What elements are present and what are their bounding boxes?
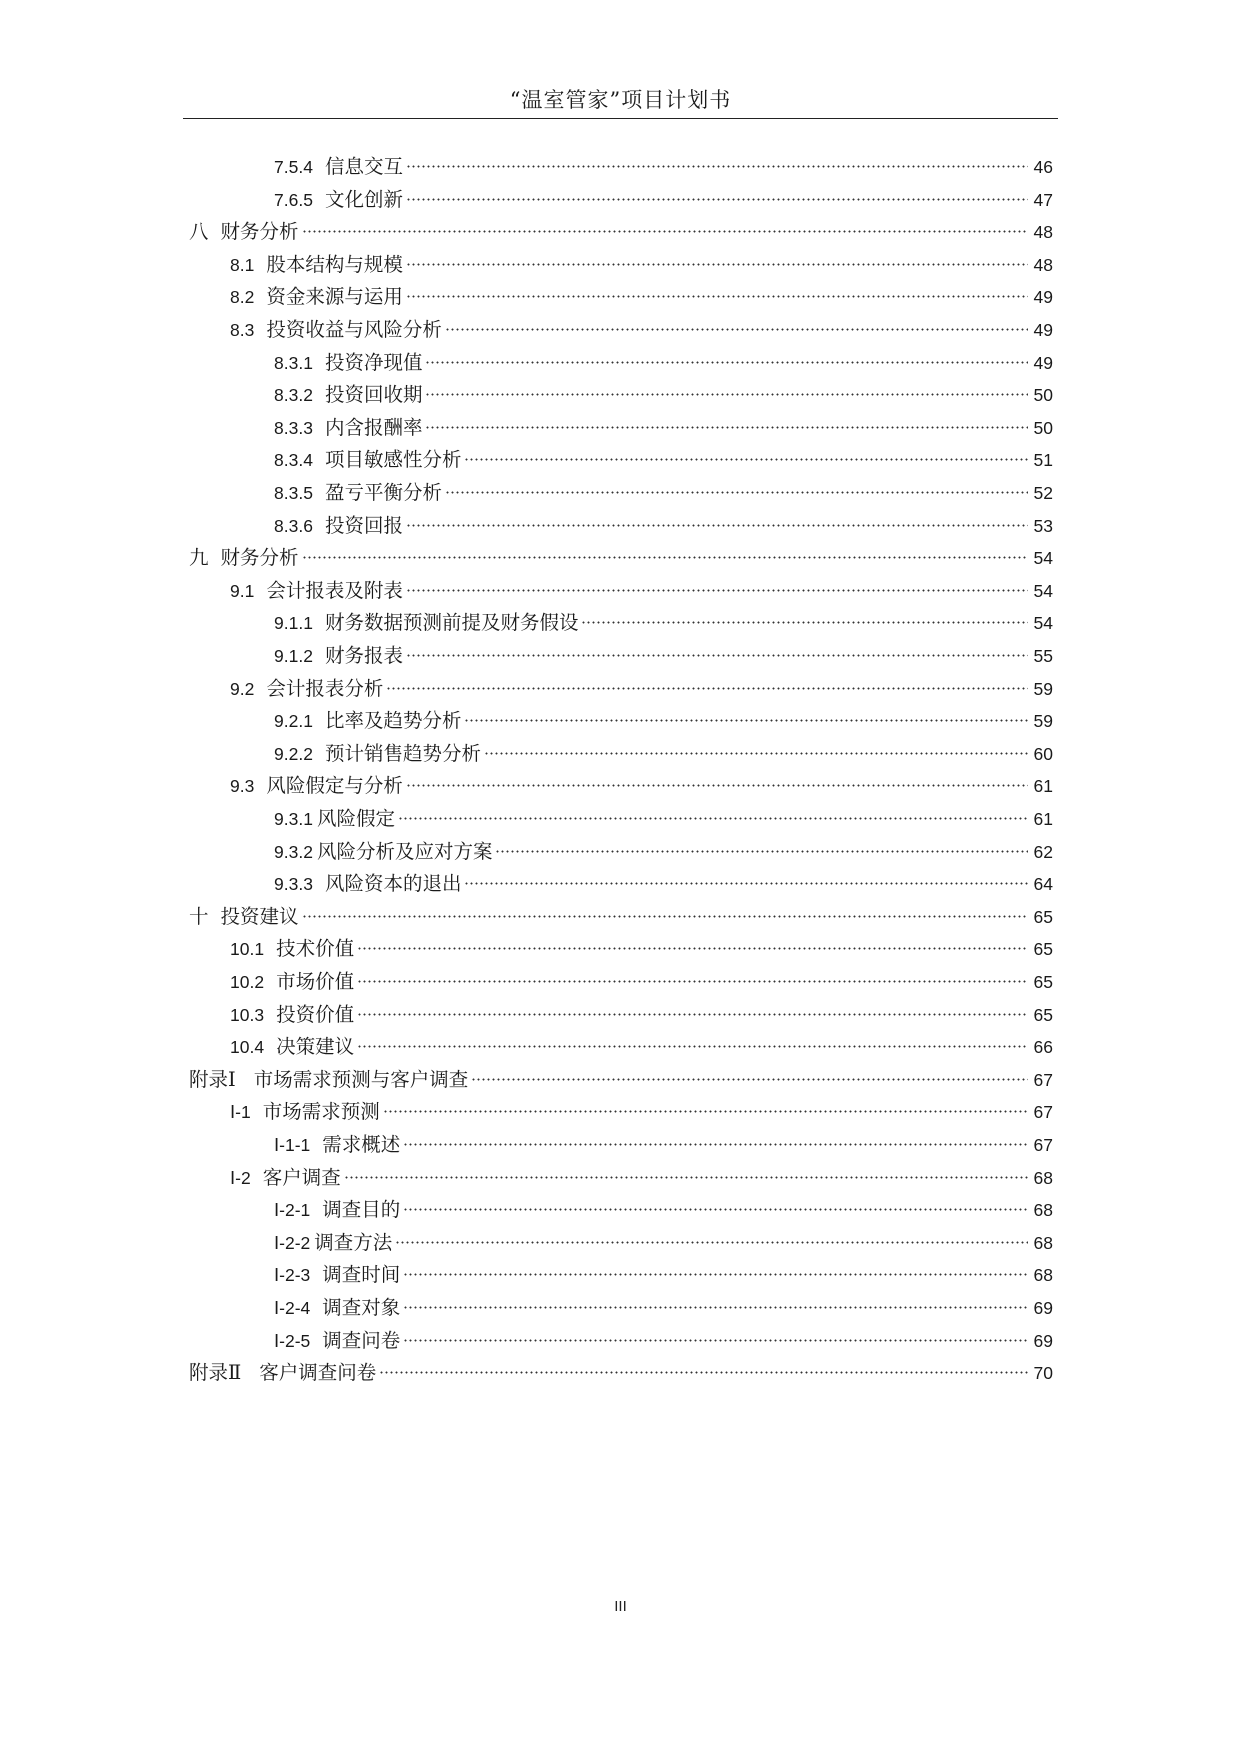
- toc-dot-leader: [398, 817, 1028, 820]
- toc-entry-number: 8.1: [230, 254, 255, 275]
- toc-dot-leader: [302, 915, 1028, 918]
- toc-entry-number: 8.3.6: [274, 515, 313, 536]
- toc-entry-number: Ⅰ-2-1: [274, 1200, 311, 1221]
- toc-entry-title: 决策建议: [276, 1035, 355, 1059]
- toc-dot-leader: [425, 426, 1028, 429]
- toc-entry-page: 65: [1033, 1004, 1053, 1025]
- toc-entry-page: 49: [1033, 287, 1053, 308]
- toc-entry-title: 财务数据预测前提及财务假设: [324, 611, 579, 635]
- toc-entry-number: Ⅰ-2-5: [274, 1330, 311, 1351]
- toc-entry-title: 比率及趋势分析: [324, 709, 462, 733]
- toc-entry-number: 9.3.1: [274, 809, 313, 829]
- toc-entry-page: 65: [1033, 972, 1053, 992]
- toc-entry[interactable]: [274, 1292, 1053, 1324]
- toc-entry-page: 65: [1033, 906, 1053, 927]
- toc-entry-title: 盈亏平衡分析: [324, 481, 442, 504]
- toc-entry[interactable]: [274, 412, 1053, 444]
- toc-entry-number: 7.6.5: [274, 189, 313, 210]
- toc-entry-number: 10.1: [230, 939, 265, 960]
- toc-entry[interactable]: [274, 803, 1053, 835]
- toc-dot-leader: [403, 1306, 1028, 1309]
- toc-entry-title: 投资回报: [324, 513, 403, 537]
- toc-dot-leader: [379, 1371, 1028, 1374]
- toc-entry-page: 65: [1033, 939, 1053, 960]
- toc-entry[interactable]: [274, 705, 1053, 737]
- toc-entry-page: 53: [1033, 515, 1053, 536]
- toc-entry-number: Ⅰ-2-4: [274, 1298, 311, 1318]
- toc-entry[interactable]: [274, 1259, 1053, 1291]
- toc-entry-title: 市场需求预测: [262, 1100, 380, 1124]
- toc-dot-leader: [395, 1241, 1028, 1244]
- toc-dot-leader: [344, 1176, 1028, 1179]
- page-number: III: [614, 1598, 627, 1615]
- toc-dot-leader: [464, 719, 1028, 722]
- toc-entry-page: 55: [1033, 646, 1053, 666]
- toc-entry-title: 调查目的: [322, 1198, 401, 1222]
- toc-entry-number: 9.2: [230, 678, 255, 699]
- toc-dot-leader: [403, 1143, 1028, 1146]
- toc-entry-page: 47: [1033, 189, 1053, 210]
- toc-entry-number: 7.5.4: [274, 157, 313, 177]
- toc-dot-leader: [464, 458, 1028, 461]
- toc-entry[interactable]: [189, 1357, 1053, 1389]
- toc-dot-leader: [464, 882, 1028, 885]
- toc-entry[interactable]: [189, 216, 1053, 248]
- toc-entry[interactable]: [230, 314, 1053, 346]
- toc-entry-page: 50: [1033, 385, 1053, 406]
- toc-dot-leader: [383, 1110, 1028, 1113]
- toc-dot-leader: [406, 524, 1028, 527]
- toc-entry-page: 54: [1033, 613, 1053, 634]
- toc-entry[interactable]: [274, 477, 1053, 509]
- toc-entry-page: 68: [1033, 1265, 1053, 1286]
- toc-entry-title: 财务报表: [324, 644, 403, 667]
- toc-entry[interactable]: [274, 1129, 1053, 1161]
- toc-entry-title: 市场需求预测与客户调查: [253, 1067, 469, 1091]
- toc-entry-page: 50: [1033, 417, 1053, 438]
- toc-entry-title: 风险假定与分析: [266, 774, 403, 798]
- toc-entry-title: 风险分析及应对方案: [316, 839, 493, 863]
- toc-dot-leader: [406, 784, 1028, 787]
- toc-entry-number: 9.3.3: [274, 874, 313, 895]
- toc-entry-number: Ⅰ-2-2: [274, 1232, 311, 1253]
- toc-entry[interactable]: [230, 1031, 1053, 1063]
- toc-entry-page: 46: [1033, 157, 1053, 177]
- toc-entry-number: 10.4: [230, 1037, 265, 1058]
- toc-entry[interactable]: [230, 249, 1053, 281]
- toc-entry[interactable]: [274, 510, 1053, 542]
- toc-entry-page: 64: [1033, 874, 1053, 895]
- toc-entry-page: 69: [1033, 1298, 1053, 1318]
- toc-entry-title: 技术价值: [276, 937, 355, 961]
- toc-dot-leader: [403, 1273, 1028, 1276]
- toc-entry-page: 66: [1033, 1037, 1053, 1058]
- toc-entry[interactable]: [189, 1064, 1053, 1096]
- toc-entry-page: 67: [1033, 1135, 1053, 1155]
- toc-dot-leader: [406, 295, 1028, 298]
- toc-dot-leader: [495, 850, 1028, 853]
- toc-entry-title: 调查对象: [322, 1296, 401, 1319]
- toc-entry-page: 52: [1033, 483, 1053, 503]
- toc-entry[interactable]: [274, 1325, 1053, 1357]
- toc-entry[interactable]: [274, 184, 1053, 216]
- toc-entry-page: 49: [1033, 352, 1053, 373]
- toc-entry-page: 59: [1033, 711, 1053, 732]
- toc-entry[interactable]: [189, 901, 1053, 933]
- toc-entry[interactable]: [230, 770, 1053, 802]
- toc-entry-page: 61: [1033, 776, 1053, 797]
- toc-entry-number: 9.3: [230, 776, 255, 797]
- toc-entry-number: 10.3: [230, 1004, 265, 1025]
- toc-entry[interactable]: [274, 1227, 1053, 1259]
- toc-entry-page: 61: [1033, 809, 1053, 829]
- toc-entry-page: 67: [1033, 1102, 1053, 1123]
- toc-entry[interactable]: [230, 673, 1053, 705]
- toc-entry-number: Ⅰ-1-1: [274, 1135, 311, 1155]
- toc-entry-page: 51: [1033, 450, 1053, 471]
- toc-entry-page: 68: [1033, 1232, 1053, 1253]
- toc-dot-leader: [302, 230, 1028, 233]
- toc-dot-leader: [403, 1208, 1028, 1211]
- toc-entry[interactable]: [230, 575, 1053, 607]
- toc-entry-number: Ⅰ-2: [230, 1167, 251, 1188]
- toc-entry-title: 投资建议: [220, 904, 299, 928]
- toc-entry-page: 59: [1033, 678, 1053, 699]
- toc-entry-title: 投资净现值: [324, 350, 423, 374]
- toc-dot-leader: [484, 752, 1028, 755]
- toc-entry-number: Ⅰ-1: [230, 1102, 251, 1123]
- header-rule: [183, 118, 1058, 119]
- toc-entry-page: 54: [1033, 580, 1053, 601]
- toc-entry-number: 10.2: [230, 972, 265, 992]
- toc-entry-title: 会计报表分析: [266, 676, 384, 700]
- toc-entry-number: 8.3: [230, 320, 255, 340]
- toc-entry-page: 60: [1033, 743, 1053, 764]
- toc-entry-number: 八: [189, 220, 209, 244]
- toc-entry-page: 48: [1033, 254, 1053, 275]
- toc-dot-leader: [357, 947, 1028, 950]
- toc-entry-title: 信息交互: [324, 155, 403, 178]
- toc-entry-number: 8.2: [230, 287, 255, 308]
- running-header: “温室管家”项目计划书: [509, 88, 732, 112]
- toc-entry-page: 49: [1033, 320, 1053, 340]
- toc-dot-leader: [406, 165, 1028, 168]
- toc-entry-page: 69: [1033, 1330, 1053, 1351]
- toc-entry[interactable]: [274, 151, 1053, 183]
- toc-dot-leader: [406, 654, 1028, 657]
- toc-entry[interactable]: [274, 738, 1053, 770]
- toc-entry-title: 风险资本的退出: [324, 872, 462, 896]
- toc-entry-number: 8.3.3: [274, 417, 313, 438]
- toc-entry-page: 54: [1033, 548, 1053, 569]
- toc-entry-number: 十: [189, 904, 209, 928]
- toc-entry-title: 资金来源与运用: [266, 285, 403, 309]
- toc-dot-leader: [445, 491, 1028, 494]
- toc-entry-page: 68: [1033, 1200, 1053, 1221]
- toc-entry-title: 投资收益与风险分析: [266, 318, 442, 341]
- toc-dot-leader: [406, 263, 1028, 266]
- toc-entry[interactable]: [230, 1162, 1053, 1194]
- toc-entry-title: 调查方法: [314, 1230, 393, 1254]
- toc-dot-leader: [357, 1045, 1028, 1048]
- toc-entry-title: 投资价值: [276, 1002, 355, 1026]
- toc-entry-title: 预计销售趋势分析: [324, 741, 481, 765]
- toc-entry-title: 投资回收期: [324, 383, 423, 407]
- toc-dot-leader: [425, 361, 1028, 364]
- toc-entry-number: 9.2.2: [274, 743, 313, 764]
- toc-entry-number: 9.1.1: [274, 613, 313, 634]
- toc-dot-leader: [357, 1013, 1028, 1016]
- toc-entry[interactable]: [274, 1194, 1053, 1226]
- toc-dot-leader: [581, 621, 1028, 624]
- toc-entry[interactable]: [230, 966, 1053, 998]
- toc-entry[interactable]: [274, 444, 1053, 476]
- toc-entry-title: 客户调查: [262, 1165, 341, 1189]
- toc-dot-leader: [471, 1078, 1028, 1081]
- toc-entry[interactable]: [274, 640, 1053, 672]
- toc-dot-leader: [403, 1339, 1028, 1342]
- toc-entry[interactable]: [274, 379, 1053, 411]
- toc-entry[interactable]: [274, 607, 1053, 639]
- toc-entry-number: 附录Ⅰ: [189, 1067, 236, 1091]
- toc-entry[interactable]: [274, 836, 1053, 868]
- toc-entry-title: 会计报表及附表: [266, 578, 403, 602]
- toc-entry-title: 调查时间: [322, 1263, 401, 1287]
- toc-dot-leader: [406, 589, 1028, 592]
- toc-entry-page: 70: [1033, 1363, 1053, 1384]
- toc-entry-number: 8.3.2: [274, 385, 313, 406]
- toc-entry[interactable]: [230, 933, 1053, 965]
- toc-dot-leader: [357, 980, 1028, 983]
- toc-entry-title: 风险假定: [316, 807, 395, 830]
- toc-entry-number: 8.3.4: [274, 450, 313, 471]
- toc-entry-number: Ⅰ-2-3: [274, 1265, 311, 1286]
- toc-entry-title: 市场价值: [276, 970, 355, 993]
- toc-dot-leader: [302, 556, 1028, 559]
- toc-entry-page: 62: [1033, 841, 1053, 862]
- toc-entry-title: 需求概述: [322, 1133, 401, 1156]
- toc-entry-title: 调查问卷: [322, 1328, 401, 1352]
- toc-entry-number: 九: [189, 546, 209, 570]
- toc-entry-number: 8.3.5: [274, 483, 313, 503]
- toc-entry-title: 文化创新: [324, 187, 403, 211]
- toc-entry-number: 附录Ⅱ: [189, 1361, 242, 1385]
- toc-entry-title: 项目敏感性分析: [324, 448, 462, 472]
- toc-entry-number: 8.3.1: [274, 352, 313, 373]
- toc-entry[interactable]: [230, 281, 1053, 313]
- toc-entry-title: 内含报酬率: [324, 415, 423, 439]
- toc-entry[interactable]: [189, 542, 1053, 574]
- toc-entry[interactable]: [230, 999, 1053, 1031]
- toc-entry-number: 9.2.1: [274, 711, 313, 732]
- toc-entry-title: 财务分析: [220, 546, 299, 570]
- toc-entry-page: 67: [1033, 1069, 1053, 1090]
- toc-entry[interactable]: [274, 868, 1053, 900]
- toc-dot-leader: [406, 198, 1028, 201]
- toc-entry-page: 68: [1033, 1167, 1053, 1188]
- toc-entry-page: 48: [1033, 222, 1053, 243]
- toc-dot-leader: [425, 393, 1028, 396]
- toc-entry[interactable]: [230, 1096, 1053, 1128]
- toc-entry-title: 财务分析: [220, 220, 299, 244]
- toc-entry-title: 股本结构与规模: [266, 252, 403, 276]
- toc-entry-number: 9.1.2: [274, 646, 313, 666]
- toc-entry[interactable]: [274, 347, 1053, 379]
- toc-dot-leader: [445, 328, 1028, 331]
- toc-entry-number: 9.3.2: [274, 841, 313, 862]
- toc-entry-number: 9.1: [230, 580, 255, 601]
- toc-dot-leader: [386, 687, 1028, 690]
- toc-entry-title: 客户调查问卷: [259, 1361, 377, 1385]
